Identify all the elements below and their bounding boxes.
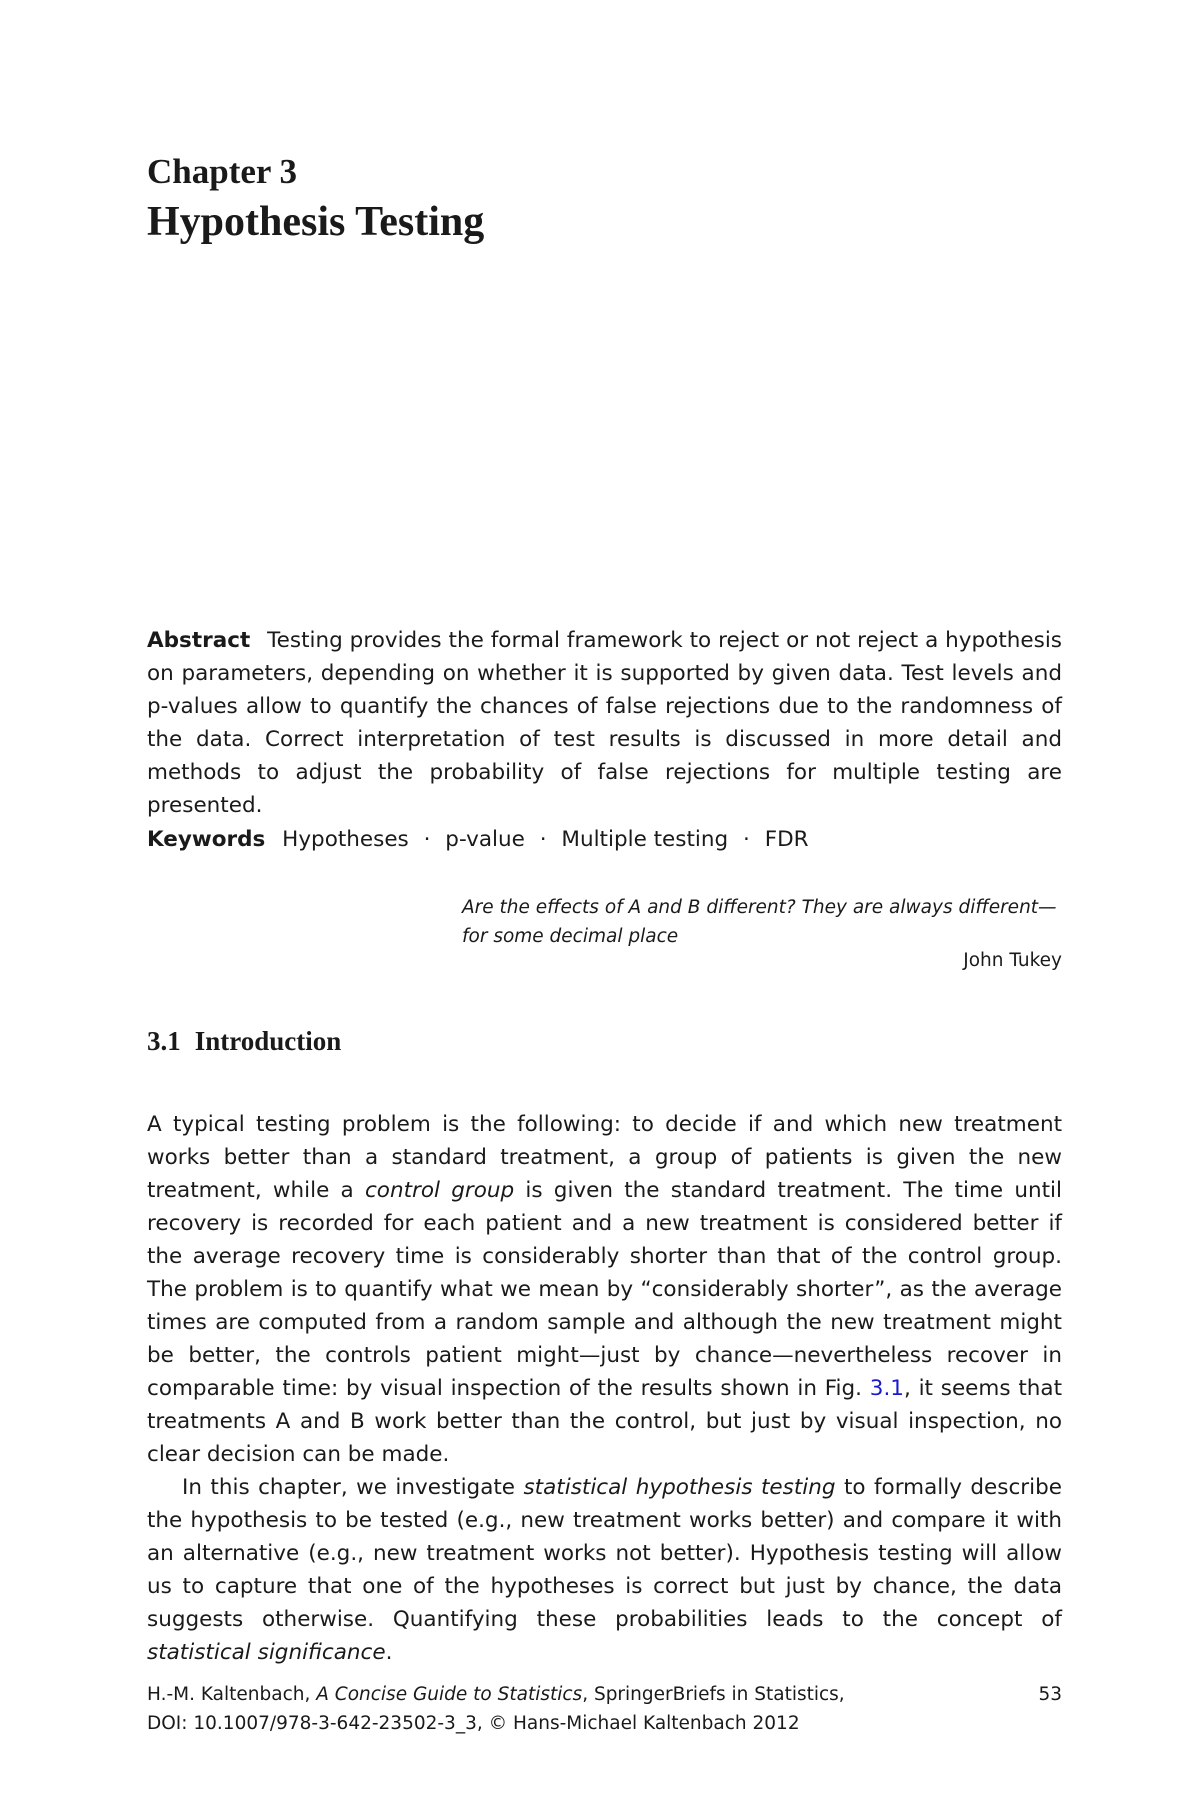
- keyword-item: p-value: [445, 827, 525, 852]
- footer-book-title: A Concise Guide to Statistics: [316, 1684, 583, 1705]
- text-run: .: [385, 1640, 393, 1665]
- keyword-item: Multiple testing: [561, 827, 729, 852]
- epigraph-quote: Are the effects of A and B different? They are always different—for some decimal place: [462, 897, 1057, 947]
- page-footer: [147, 1680, 1062, 1738]
- footer-citation: [147, 1680, 1062, 1709]
- keyword-separator: ·: [423, 827, 431, 852]
- text-run: to formally describe the hypothesis to be tested (e.g., new treatment works better) and compare it with an alternative (e.g., new treatment works not better). Hypothesis testing will allow us to capture that one of the hypotheses is correct but just by chance, the data suggests otherwise. Quantifying these probabilities leads to the concept of: [147, 1475, 1062, 1632]
- keywords: [147, 823, 1062, 856]
- footer-author: H.-M. Kaltenbach,: [147, 1684, 317, 1705]
- text-run: is given the standard treatment. The time until recovery is recorded for each patient and a new treatment is considered better if the average recovery time is considerably shorter than that of the control group. The problem is to quantify what we mean by “considerably shorter”, as the average times are computed from a random sample and although the new treatment might be better, the controls patient might—just by chance—nevertheless recover in comparable time: by visual inspection of the results shown in Fig.: [147, 1178, 1062, 1401]
- section-title: Introduction: [194, 1026, 342, 1056]
- paragraph: [147, 1471, 1062, 1669]
- chapter-label: Chapter 3: [147, 152, 298, 191]
- section-number: 3.1: [147, 1026, 181, 1056]
- keyword-item: Hypotheses: [282, 827, 409, 852]
- text-run: , it seems that treatments A and B work better than the control, but just by visual inspection, no clear decision can be made.: [147, 1376, 1062, 1467]
- emphasis: control group: [364, 1178, 515, 1203]
- keyword-item: FDR: [764, 827, 809, 852]
- epigraph-author: John Tukey: [963, 950, 1062, 971]
- figure-reference-link[interactable]: 3.1: [869, 1376, 904, 1401]
- abstract-label: Abstract: [147, 628, 251, 653]
- emphasis: statistical significance: [147, 1640, 386, 1665]
- keywords-label: Keywords: [147, 827, 266, 852]
- text-run: In this chapter, we investigate: [182, 1475, 524, 1500]
- abstract: [147, 624, 1062, 822]
- section-heading: [147, 1026, 341, 1057]
- chapter-title: Hypothesis Testing: [147, 199, 485, 245]
- abstract-text: Testing provides the formal framework to reject or not reject a hypothesis on parameters, depending on whether it is supported by given data. Test levels and p-values allow to quantify the chances of false rejections due to the randomness of the data. Correct interpretation of test results is discussed in more detail and methods to adjust the probability of false rejections for multiple testing are presented.: [147, 628, 1062, 818]
- text-run: A typical testing problem is the following: to decide if and which new treatment works better than a standard treatment, a group of patients is given the new treatment, while a: [147, 1112, 1062, 1203]
- body-text: [147, 1108, 1062, 1669]
- emphasis: statistical hypothesis testing: [523, 1475, 836, 1500]
- keyword-separator: ·: [539, 827, 547, 852]
- footer-doi: DOI: 10.1007/978-3-642-23502-3_3, © Hans-Michael Kaltenbach 2012: [147, 1713, 800, 1734]
- keyword-separator: ·: [743, 827, 750, 852]
- footer-series: , SpringerBriefs in Statistics,: [582, 1684, 845, 1705]
- page-number: 53: [1038, 1684, 1062, 1705]
- paragraph: [147, 1108, 1062, 1471]
